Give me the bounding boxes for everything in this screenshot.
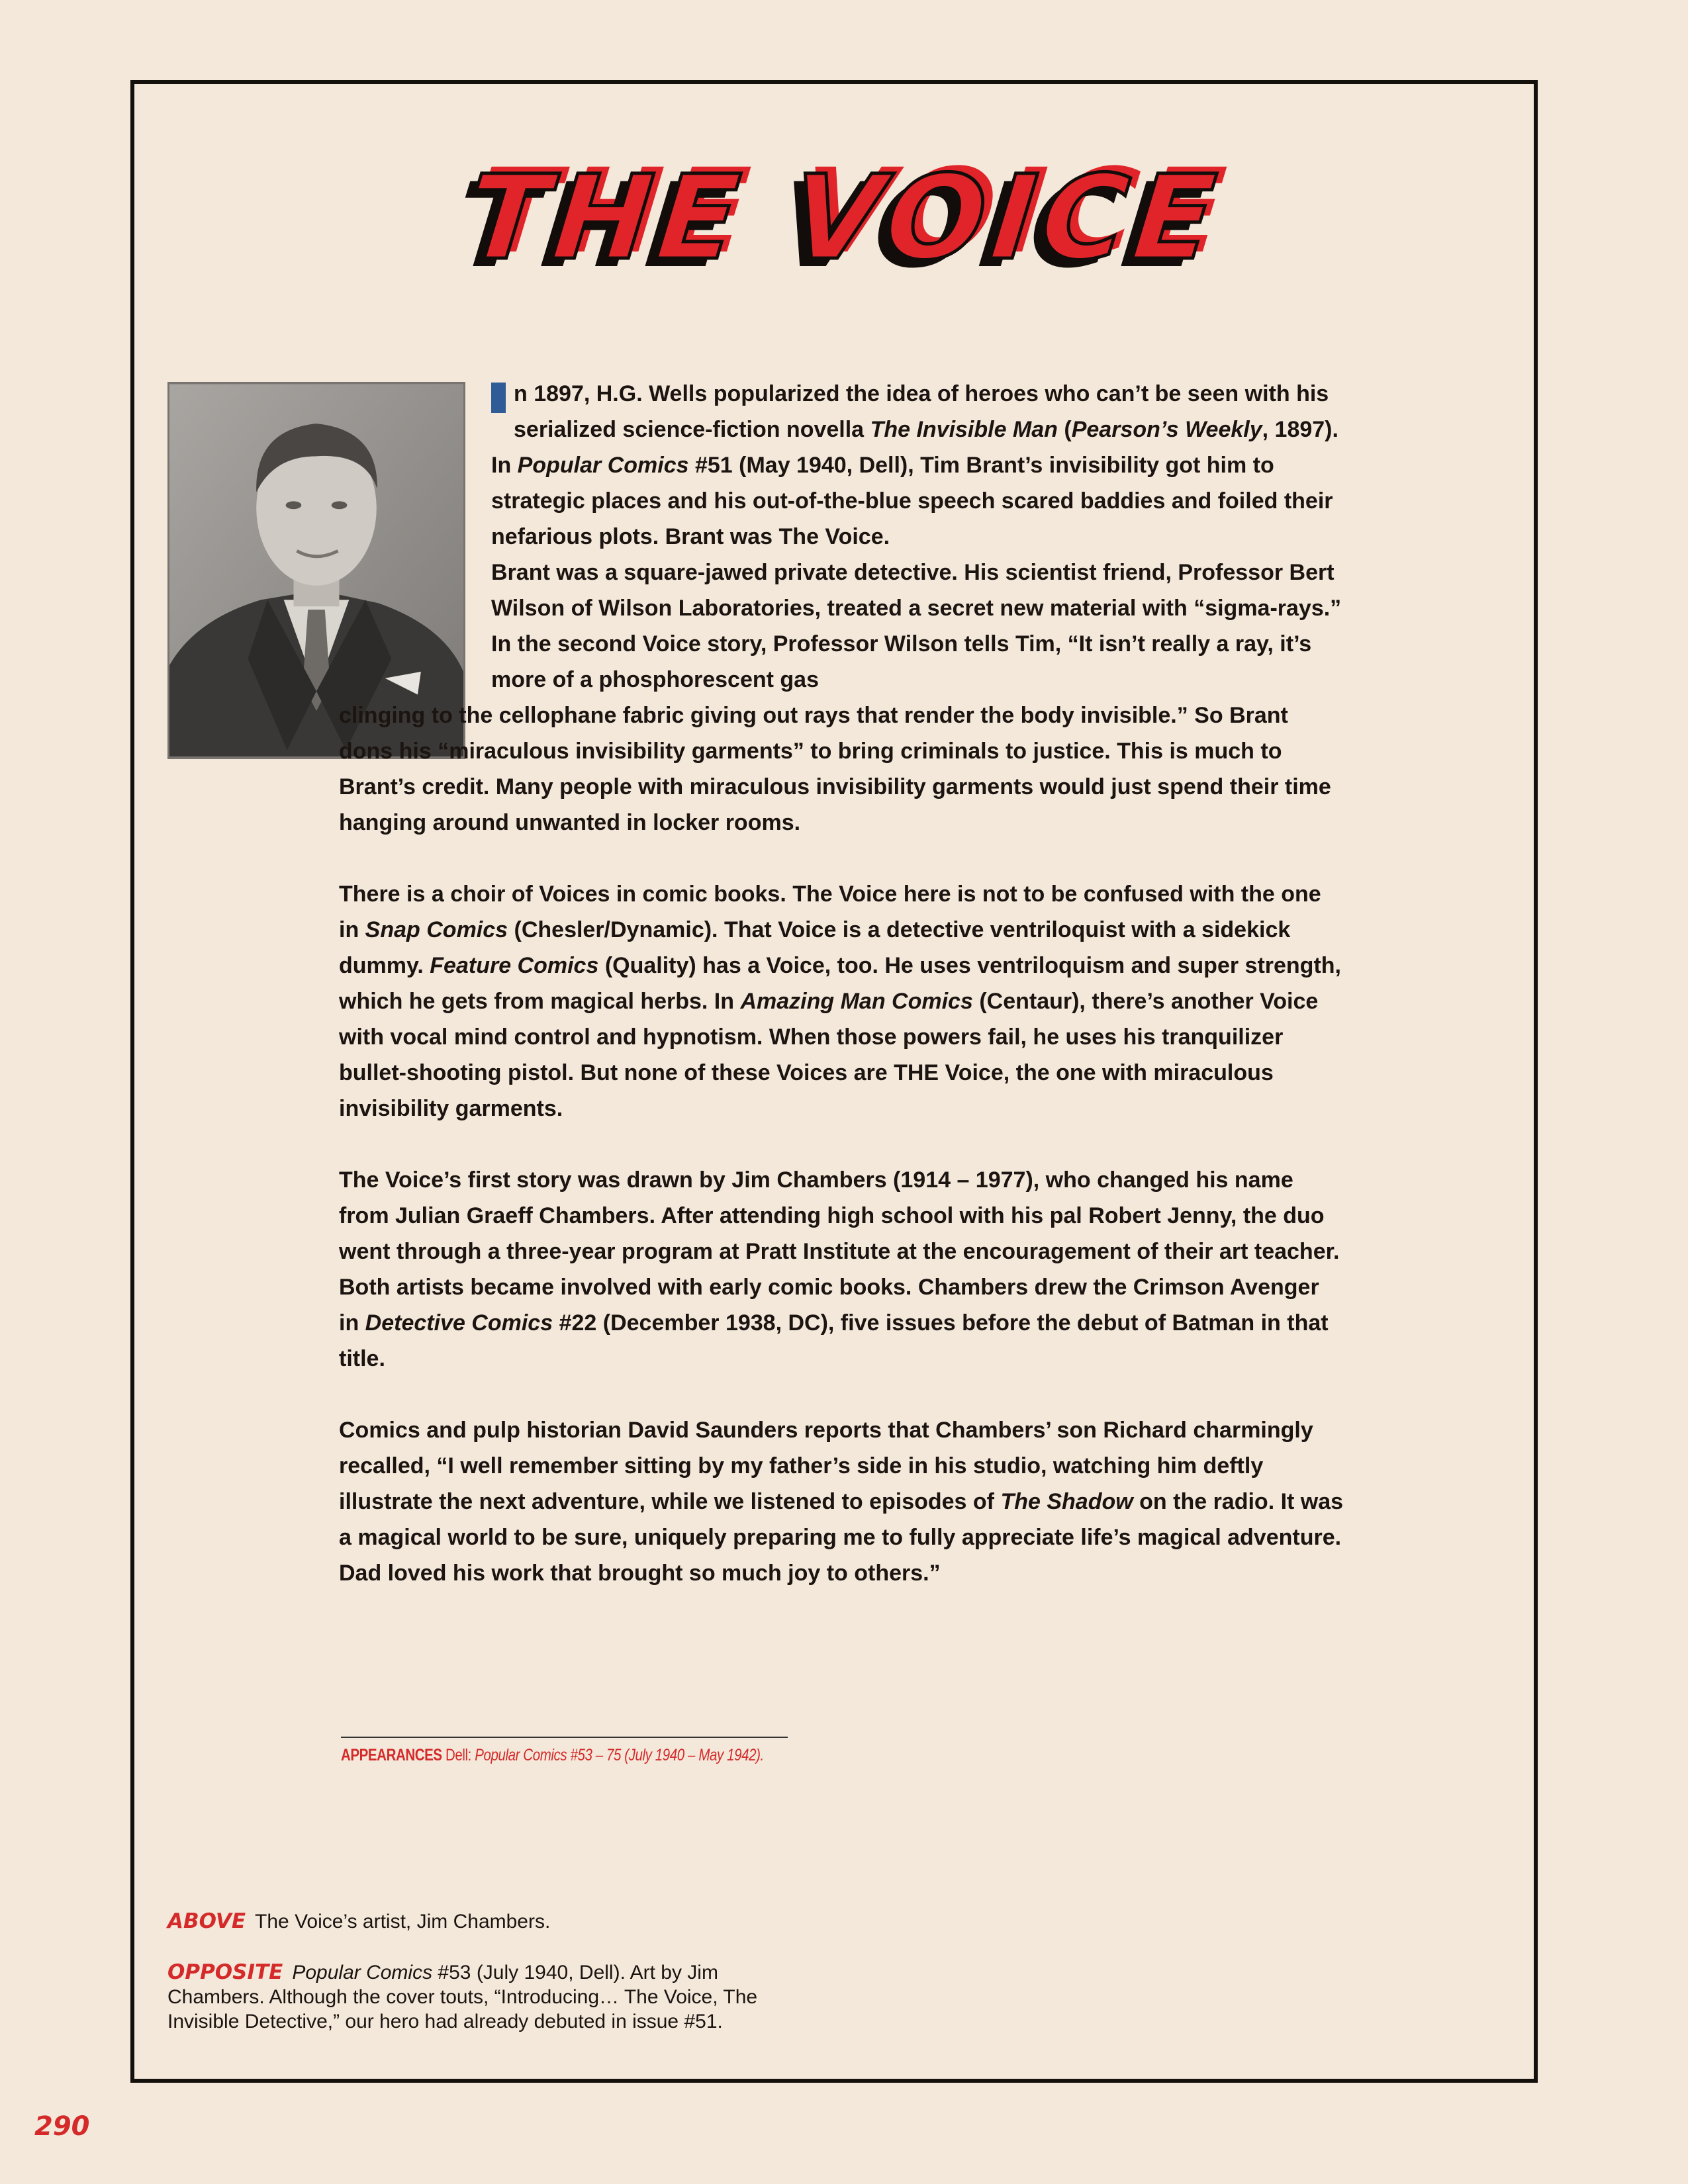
paragraph-detective [339, 555, 1345, 841]
caption-above: ABOVE The Voice’s artist, Jim Chambers. [167, 1909, 551, 1933]
paragraph-voices: There is a choir of Voices in comic books. The Voice here is not to be confused with the one in Snap Comics (Chesler/Dynamic). That Voice is a detective ventriloquist with a sidekick dummy. Feature Comics (Quality) has a Voice, too. He uses ventriloquism and super strength, which he gets from magical herbs. In Amazing Man Comics (Centaur), there’s another Voice with vocal mind control and hypnotism. When those powers fail, he uses his tranquilizer bullet-shooting pistol. But none of these Voices are THE Voice, the one with miraculous invisibility garments. [339, 882, 1341, 1121]
appearances-divider [341, 1737, 788, 1738]
paragraph-detective-wrapped: Brant was a square-jawed private detective. His scientist friend, Professor Bert Wilson of Wilson Laboratories, treated a secret new material with “sigma-rays.” In the second Voice story, Professor Wilson tells Tim, “It isn’t really a ray, it’s more of a phosphorescent gas [491, 560, 1342, 692]
paragraph-detective-full: clinging to the cellophane fabric giving out rays that render the body invisible.” So Brant dons his “miraculous invisibility garments” to bring criminals to justice. This is much to Brant’s credit. Many people with miraculous invisibility garments would just spend their time hanging around unwanted in locker rooms. [339, 703, 1331, 835]
appearances-label: APPEARANCES [341, 1746, 442, 1764]
page-number: 290 [34, 2111, 90, 2142]
article-body [339, 376, 1345, 1627]
paragraph-saunders: Comics and pulp historian David Saunders reports that Chambers’ son Richard charmingly recalled, “I well remember sitting by my father’s side in his studio, watching him deftly illustrate the next adventure, while we listened to episodes of The Shadow on the radio. It was a magical world to be sure, uniquely preparing me to fully appreciate life’s magical adventure. Dad loved his work that brought so much joy to others.” [339, 1418, 1344, 1586]
caption-opposite: OPPOSITE Popular Comics #53 (July 1940, Dell). Art by Jim Chambers. Although the cover touts, “Introducing… The Voice, The Invisible Detective,” our hero had already debuted in issue #51. [167, 1960, 758, 2032]
paragraph-chambers: The Voice’s first story was drawn by Jim Chambers (1914 – 1977), who changed his name from Julian Graeff Chambers. After attending high school with his pal Robert Jenny, the duo went through a three-year program at Pratt Institute at the encouragement of their art teacher. Both artists became involved with early comic books. Chambers drew the Crimson Avenger in Detective Comics #22 (December 1938, DC), five issues before the debut of Batman in that title. [339, 1167, 1340, 1371]
caption-above-label: ABOVE [167, 1909, 246, 1933]
page-title [0, 152, 1688, 285]
paragraph-intro: n 1897, H.G. Wells popularized the idea of heroes who can’t be seen with his serialized science-fiction novella The Invisible Man (Pearson’s Weekly, 1897). In Popular Comics #51 (May 1940, Dell), Tim Brant’s invisibility got him to strategic places and his out-of-the-blue speech scared baddies and foiled their nefarious plots. Brant was The Voice. [491, 381, 1338, 549]
title-text: THE VOICE [461, 150, 1228, 286]
caption-opposite-label: OPPOSITE [167, 1960, 283, 1984]
appearances-note: APPEARANCES Dell: Popular Comics #53 – 75 (July 1940 – May 1942). [341, 1746, 764, 1764]
drop-cap [491, 383, 506, 413]
